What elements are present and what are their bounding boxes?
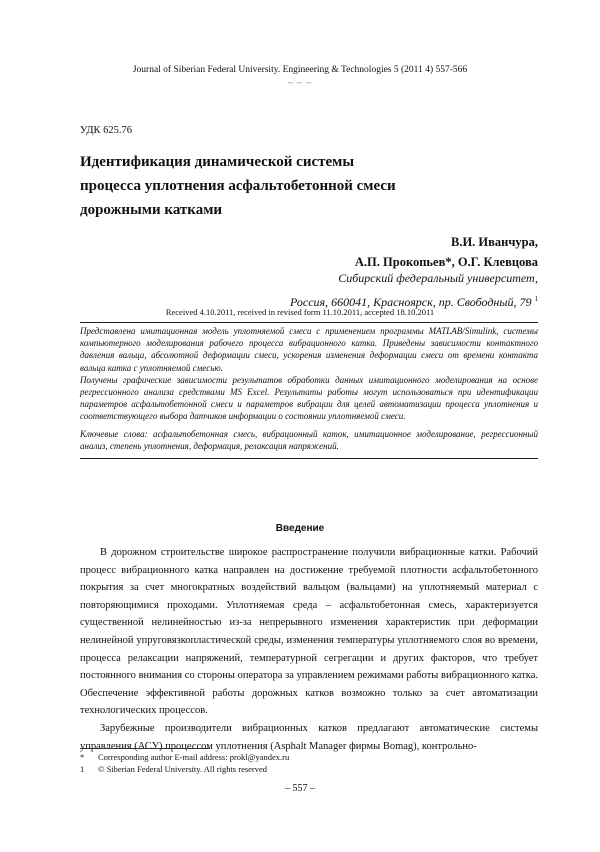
footnote: [80, 752, 538, 764]
body-paragraph: В дорожном строительстве широкое распространение получили вибрационные катки. Рабочий процесс вибрационного катка направлен на достижение требуемой плотности асфальтобетонного покрытия за счет многократных воздействий вальцом (вальцами) на уплотняемый материал с повторяющимися проходами. Уплотняемая среда – асфальтобетонная смесь, характеризуется существенной нелинейностью из-за непрерывного изменения характеристик при деформации нелинейной упруговязкопластической среды, изменения температуры уплотняемого слоя во времени, процесса релаксации напряжений, температурной сегрегации и других факторов, что требует постоянного внимания со стороны оператора за управлением режимами работы вибрационного катка. Обеспечение эффективной работы дорожных катков возможно только за счет автоматизации технологических процессов.: [80, 547, 538, 717]
keywords: Ключевые слова: асфальтобетонная смесь, вибрационный каток, имитационное моделирование, регрессионный анализ, степень уплотнения, деформация, релаксация напряжений.: [80, 428, 538, 451]
abstract-paragraph: Получены графические зависимости результатов обработки данных имитационного моделирования на основе регрессионного анализа средствами MS Excel. Результаты работы могут использоваться при идентификации параметров асфальтобетонной смеси и параметров вибрации для целей автоматизации процесса уплотнения и соответствующего выбора датчиков информации о состоянии уплотняемой смеси.: [80, 374, 538, 422]
title-line: процесса уплотнения асфальтобетонной смеси: [80, 178, 396, 194]
footnote-text: Corresponding author E-mail address: prokl@yandex.ru: [98, 752, 290, 762]
author-line: А.П. Прокопьев*, О.Г. Клевцова: [354, 255, 538, 269]
header-ornament: ~ ~ ~: [287, 78, 313, 88]
udk-code: УДК 625.76: [80, 125, 133, 136]
section-title: Введение: [275, 523, 325, 534]
abstract: [80, 322, 538, 459]
affiliation-line: Сибирский федеральный университет,: [338, 271, 538, 285]
received-dates: Received 4.10.2011, received in revised form 11.10.2011, accepted 18.10.2011: [165, 307, 435, 317]
page-number: – 557 –: [285, 783, 315, 794]
footnote-mark: *: [80, 752, 85, 762]
footnote-divider: [80, 748, 210, 749]
journal-header: Journal of Siberian Federal University. Engineering & Technologies 5 (2011 4) 557-566: [132, 65, 468, 75]
affiliation-address: Россия, 660041, Красноярск, пр. Свободный, 79: [290, 295, 532, 309]
footnote-text: © Siberian Federal University. All rights reserved: [98, 763, 268, 774]
abstract-paragraph: Представлена имитационная модель уплотняемой смеси с применением программы MATLAB/Simulink, системы компьютерного моделирования рабочего процесса вибрационного катка. Приведены зависимости контактного давления вальца, абсолютной деформации смеси, ускорения изменения деформации смеси от времени контакта вальца катка с уплотняемой смесью.: [80, 326, 538, 373]
affiliation-footnote-mark: 1: [534, 295, 538, 303]
title-line: Идентификация динамической системы: [80, 154, 355, 170]
author-line: В.И. Иванчура,: [451, 235, 538, 249]
article-title: [80, 150, 540, 222]
footnote: [80, 764, 538, 776]
footnotes: [80, 752, 538, 775]
body-paragraph: Зарубежные производители вибрационных катков предлагают автоматические системы управления (АСУ) процессом уплотнения (Asphalt Manager фирмы Bomag), контрольно-: [80, 722, 538, 752]
title-line: дорожными катками: [80, 202, 223, 218]
body-text: [80, 544, 538, 755]
footnote-mark: 1: [80, 763, 85, 774]
authors: [118, 232, 538, 272]
